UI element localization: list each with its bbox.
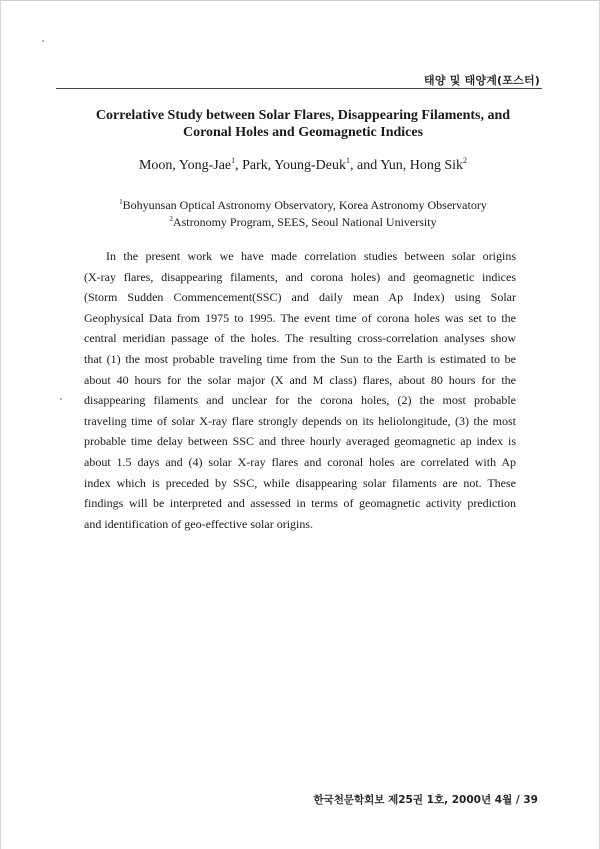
scan-speck: [60, 398, 62, 400]
author-affiliation-mark: 2: [463, 156, 468, 165]
affiliation: [60, 197, 546, 214]
affiliation-list: [60, 197, 546, 231]
abstract-line: traveling time of solar X-ray flare strongly depends on its heliolongitude, (3) the most: [84, 413, 516, 428]
scan-speck: [42, 40, 44, 42]
affiliation-text: Astronomy Program, SEES, Seoul National University: [172, 215, 437, 229]
scan-edge-left: [0, 0, 1, 849]
author-list: [60, 158, 546, 174]
abstract-line: that (1) the most probable traveling time from the Sun to the Earth is estimated to be: [84, 351, 516, 366]
author-name: Moon, Yong-Jae: [138, 158, 232, 173]
abstract-line: index which is preceded by SSC, while disappearing solar filaments are not. These: [84, 475, 516, 490]
author-affiliation-mark: 1: [231, 156, 236, 165]
journal-citation-footer: 한국천문학회보 제25권 1호, 2000년 4월 / 39: [313, 794, 538, 806]
affiliation-mark: 2: [169, 215, 173, 223]
title-line: Correlative Study between Solar Flares, Disappearing Filaments, and: [95, 108, 511, 123]
title-line: Coronal Holes and Geomagnetic Indices: [182, 125, 424, 140]
author-name: Yun, Hong Sik: [380, 158, 464, 173]
abstract-line: central meridian passage of the holes. The resulting cross-correlation analyses show: [84, 331, 516, 346]
abstract-line: (X-ray flares, disappearing filaments, and corona holes) and geomagnetic indices: [84, 269, 516, 284]
affiliation-mark: 1: [119, 198, 123, 206]
abstract: [84, 246, 516, 534]
abstract-line: and identification of geo-effective solar origins.: [84, 516, 314, 531]
author-affiliation-mark: 1: [345, 156, 350, 165]
section-header: 태양 및 태양계(포스터): [424, 74, 540, 87]
header-rule: [56, 88, 542, 89]
author-separator: , and: [349, 158, 381, 173]
scan-edge-top: [0, 0, 600, 1]
abstract-line: about 40 hours for the solar major (X and M class) flares, about 80 hours for the: [84, 372, 516, 387]
abstract-line: Geophysical Data from 1975 to 1995. The event time of corona holes was set to the: [84, 310, 516, 325]
paper-title: [60, 107, 546, 141]
affiliation: [60, 214, 546, 231]
author-name: Park, Young-Deuk: [242, 158, 346, 173]
abstract-line: disappearing filaments and unclear for the corona holes, (2) the most probable: [84, 393, 516, 408]
abstract-line: (Storm Sudden Commencement(SSC) and daily mean Ap Index) using Solar: [84, 290, 516, 305]
affiliation-text: Bohyunsan Optical Astronomy Observatory, Korea Astronomy Observatory: [122, 198, 487, 212]
author-separator: ,: [235, 158, 243, 173]
abstract-line: about 1.5 days and (4) solar X-ray flares and coronal holes are correlated with Ap: [84, 454, 516, 469]
abstract-line: findings will be interpreted and assessed in terms of geomagnetic activity prediction: [84, 496, 516, 511]
abstract-line: In the present work we have made correlation studies between solar origins: [106, 249, 516, 263]
abstract-line: probable time delay between SSC and three hourly averaged geomagnetic ap index is: [84, 434, 516, 449]
